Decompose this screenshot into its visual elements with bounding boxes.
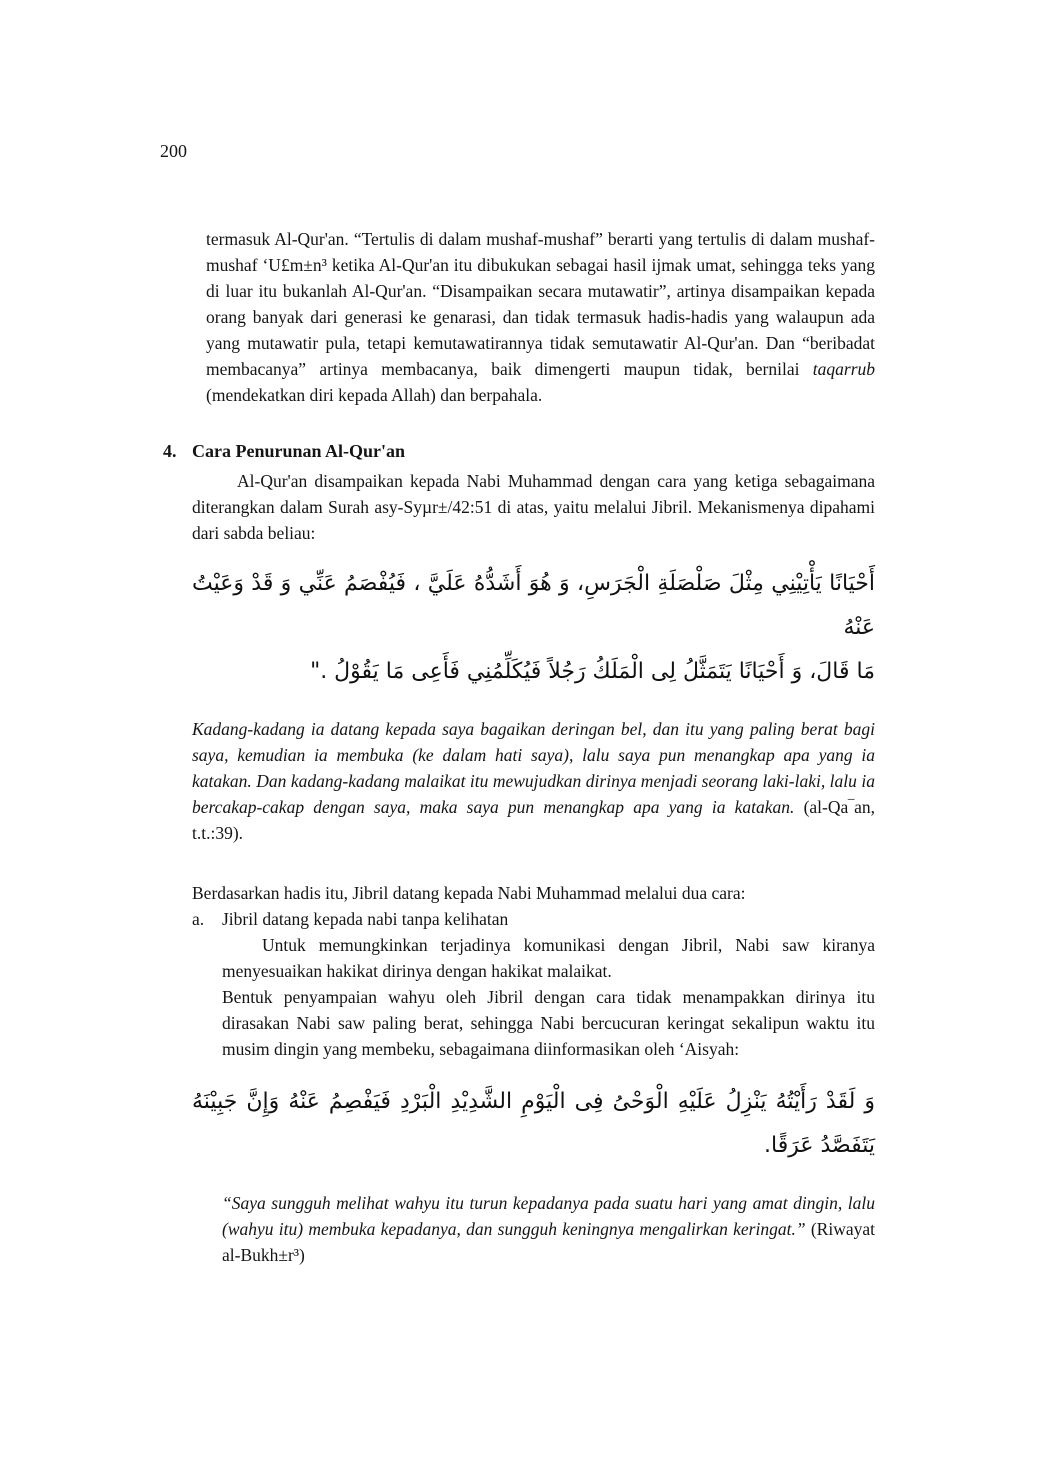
hadith-1-source-citation: (al-Qa‾an, t.t.:39). (192, 797, 875, 843)
arabic-hadith-2-line-2: يَتَفَصَّدُ عَرَقًا. (764, 1133, 875, 1158)
arabic-hadith-1-line-2: مَا قَالَ، وَ أَحْيَانًا يَتَمَثَّلُ لِى الْمَلَكُ رَجُلاً فَيُكَلِّمُنِي فَأَعِى مَا يَقُوْلُ ." (310, 659, 875, 684)
hadith-2-translation (222, 1190, 875, 1268)
arabic-hadith-1 (192, 562, 875, 694)
bentuk-paragraph: Bentuk penyampaian wahyu oleh Jibril dengan cara tidak menampakkan dirinya itu dirasakan Nabi saw paling berat, sehingga Nabi bercucuran keringat sekalipun waktu itu musim dingin yang membeku, sebagaimana diinformasikan oleh ‘Aisyah: (222, 987, 875, 1059)
untuk-paragraph: Untuk memungkinkan terjadinya komunikasi dengan Jibril, Nabi saw kiranya menyesuaikan hakikat dirinya dengan hakikat malaikat. (222, 935, 875, 981)
paragraph-continued (206, 226, 875, 408)
section-heading (163, 438, 875, 464)
hadith-2-source-citation: (Riwayat al-Bukh±r³) (222, 1219, 875, 1265)
page-content (163, 226, 875, 1268)
hadith-1-translation (192, 716, 875, 846)
section-number: 4. (163, 441, 177, 461)
list-item-a-marker: a. (192, 909, 205, 929)
paragraph-continued-text: termasuk Al-Qur'an. “Tertulis di dalam mushaf-mushaf” berarti yang tertulis di dalam mushaf-mushaf ‘U£m±n³ ketika Al-Qur'an itu dibukukan sebagai hasil ijmak umat, sehingga teks yang di luar itu bukanlah Al-Qur'an. “Disampaikan secara mutawatir”, artinya disampaikan kepada orang banyak dari generasi ke genarasi, dan tidak termasuk hadis-hadis yang walaupun ada yang mutawatir pula, tetapi kemutawatirannya tidak semutawatir Al-Qur'an. Dan “beribadat membacanya” artinya membacanya, baik dimengerti maupun tidak, bernilai (206, 229, 875, 379)
list-item-a (192, 906, 875, 932)
page-number: 200 (160, 141, 187, 161)
arabic-hadith-1-line-1: أَحْيَانًا يَأْتِيْنِي مِثْلَ صَلْصَلَةِ الْجَرَسِ، وَ هُوَ أَشَدُّهُ عَلَيَّ ، فَيُفْصَمُ عَنِّي وَ قَدْ وَعَيْتُ عَنْهُ (192, 571, 875, 640)
section-intro-paragraph: Al-Qur'an disampaikan kepada Nabi Muhammad dengan cara yang ketiga sebagaimana diterangkan dalam Surah asy-Syµr±/42:51 di atas, yaitu melalui Jibril. Mekanismenya dipahami dari sabda beliau: (192, 471, 875, 543)
section-title: Cara Penurunan Al-Qur'an (192, 441, 406, 461)
berdasarkan-paragraph: Berdasarkan hadis itu, Jibril datang kepada Nabi Muhammad melalui dua cara: (192, 883, 746, 903)
list-item-a-text: Jibril datang kepada nabi tanpa kelihatan (222, 909, 509, 929)
arabic-hadith-2-line-1: وَ لَقَدْ رَأَيْتُهُ يَنْزِلُ عَلَيْهِ الْوَحْىُ فِى الْيَوْمِ الشَّدِيْدِ الْبَرْدِ فَيَفْصِمُ عَنْهُ وَإِنَّ جَبِيْنَهُ (192, 1089, 875, 1114)
taqarrub-italic-term: taqarrub (812, 359, 875, 379)
hadith-1-translation-text: Kadang-kadang ia datang kepada saya bagaikan deringan bel, dan itu yang paling berat bagi saya, kemudian ia membuka (ke dalam hati saya), lalu saya pun menangkap apa yang ia katakan. Dan kadang-kadang malaikat itu mewujudkan dirinya menjadi seorang laki-laki, lalu ia bercakap-cakap dengan saya, maka saya pun menangkap apa yang ia katakan. (192, 719, 875, 817)
paragraph-continued-end: (mendekatkan diri kepada Allah) dan berpahala. (206, 385, 543, 405)
arabic-hadith-2 (192, 1080, 875, 1168)
hadith-2-translation-text: “Saya sungguh melihat wahyu itu turun kepadanya pada suatu hari yang amat dingin, lalu (wahyu itu) membuka kepadanya, dan sungguh keningnya mengalirkan keringat.” (222, 1193, 875, 1239)
